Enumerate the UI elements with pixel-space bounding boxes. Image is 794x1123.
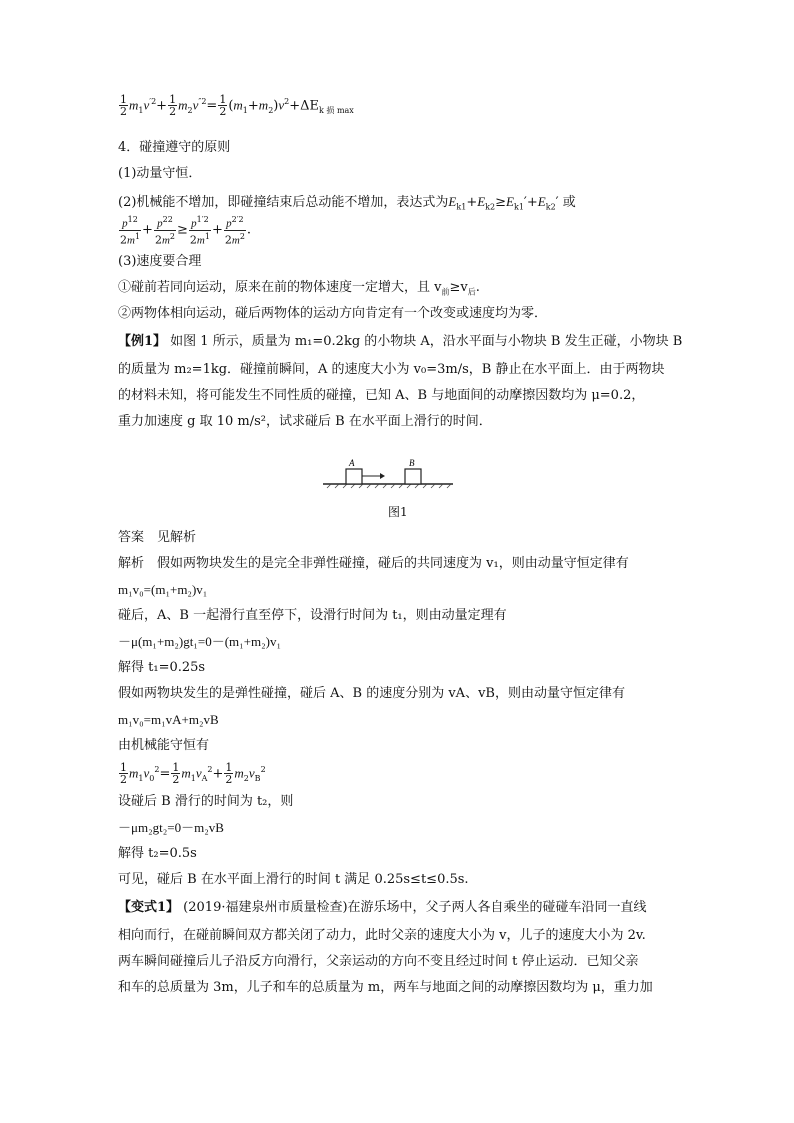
energy-loss-subscript: k 损 max [319, 105, 354, 115]
analysis-result-2: 解得 t₂=0.5s [118, 846, 197, 861]
analysis-eq-2: －μ(m₁+m₂)gt₁=0－(m₁+m₂)v₁ [118, 634, 282, 649]
variant-line-3: 两车瞬间碰撞后儿子沿反方向滑行，父亲运动的方向不变且经过时间 t 停止运动．已知父亲 [118, 954, 639, 969]
example-line-1: 【例1】 如图 1 所示，质量为 m₁=0.2kg 的小物块 A，沿水平面与小物块 B 发生正碰，小物块 B [118, 334, 683, 349]
analysis-eq-3: m₁v₀=m₁vA+m₂vB [118, 712, 219, 727]
answer-label: 答案 见解析 [118, 530, 197, 545]
principle-velocity: (3)速度要合理 [118, 254, 202, 269]
block-a-label: A [349, 458, 355, 468]
variant-line-1: 【变式1】 (2019·福建泉州市质量检查)在游乐场中，父子两人各自乘坐的碰碰车沿同一直线 [118, 900, 647, 915]
analysis-line-4: 由机械能守恒有 [118, 738, 210, 753]
collision-figure [323, 454, 453, 494]
section-title: 4．碰撞遵守的原则 [118, 140, 231, 155]
analysis-line-5: 设碰后 B 滑行的时间为 t₂，则 [118, 794, 294, 809]
analysis-conclusion: 可见，碰后 B 在水平面上滑行的时间 t 满足 0.25s≤t≤0.5s. [118, 872, 469, 887]
block-b [405, 469, 421, 484]
example-line-4: 重力加速度 g 取 10 m/s²，试求碰后 B 在水平面上滑行的时间． [118, 414, 492, 429]
block-b-label: B [409, 458, 415, 468]
analysis-eq-1: m₁v₀=(m₁+m₂)v₁ [118, 582, 208, 597]
energy-loss-formula: $\frac{1}{2}$ $m_1v^{'2}+$ $\frac{1}{2}$ $m_2v^{''2}=$ $\frac{1}{2}$ $(m_1+m_2)v^2+\Delta E_{k 损 max}$ [120, 93, 354, 119]
analysis-eq-4: $\frac{1}{2}$ $m_1v_0^2=$ $\frac{1}{2}$ $m_1v_A^2+$ $\frac{1}{2}$ $m_2v_B^2$ [120, 761, 266, 787]
analysis-line-3: 假如两物块发生的是弹性碰撞，碰后 A、B 的速度分别为 vA、vB，则由动量守恒定律有 [118, 686, 625, 701]
energy-inequality-formula: $\frac{p^{12}}{2m^1}$ + $\frac{p^{22}}{2m^2}$ ≥ $\frac{p^{1'2}}{2m^1}$ + $\frac{p^{2'2}}{2m^2}$ . [120, 215, 252, 247]
velocity-rule-1: ①碰前若同向运动，原来在前的物体速度一定增大，且 $v_前\ge v_后$. [118, 280, 480, 297]
fraction-half: $\frac{1}{2}$ [120, 93, 127, 119]
velocity-rule-2: ②两物体相向运动，碰后两物体的运动方向肯定有一个改变或速度均为零． [118, 306, 548, 321]
velocity-arrowhead [380, 473, 385, 479]
figure-caption: 图1 [388, 505, 408, 519]
block-a [346, 469, 362, 484]
principle-energy: (2)机械能不增加，即碰撞结束后总动能不增加，表达式为$E_{k1}+E_{k2}\ge E_{k1}'+E_{k2}'$ 或 [118, 194, 576, 212]
analysis-eq-5: －μm₂gt₂=0－m₂vB [118, 820, 224, 835]
analysis-line-2: 碰后，A、B 一起滑行直至停下，设滑行时间为 t₁，则由动量定理有 [118, 608, 507, 623]
variant-line-4: 和车的总质量为 3m，儿子和车的总质量为 m，两车与地面之间的动摩擦因数均为 μ，重力加 [118, 980, 653, 995]
analysis-line-1: 解析 假如两物块发生的是完全非弹性碰撞，碰后的共同速度为 v₁，则由动量守恒定律有 [118, 556, 629, 571]
analysis-result-1: 解得 t₁=0.25s [118, 660, 206, 675]
example-line-2: 的质量为 m₂=1kg．碰撞前瞬间，A 的速度大小为 v₀=3m/s，B 静止在水平面上．由于两物块 [118, 362, 665, 377]
example-line-3: 的材料未知，将可能发生不同性质的碰撞，已知 A、B 与地面间的动摩擦因数均为 μ=0.2， [118, 388, 645, 403]
principle-momentum: (1)动量守恒． [118, 166, 202, 181]
variant-line-2: 相向而行，在碰前瞬间双方都关闭了动力，此时父亲的速度大小为 v，儿子的速度大小为 2v. [118, 928, 646, 943]
